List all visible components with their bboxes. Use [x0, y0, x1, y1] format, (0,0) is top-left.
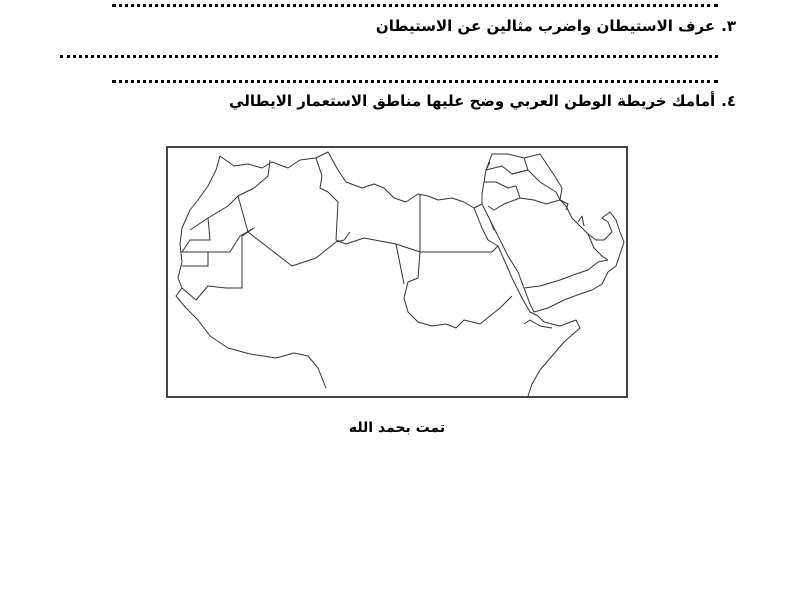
question-3-text: عرف الاستيطان واضرب مثالين عن الاستيطان — [375, 17, 716, 35]
border-somalia — [524, 320, 552, 328]
horn-of-africa — [528, 316, 580, 396]
question-3-number: ٣. — [721, 17, 736, 35]
question-4-text: أمامك خريطة الوطن العربي وضح عليها مناطق الاستعمار الايطالي — [229, 92, 716, 110]
map-outline — [168, 148, 626, 396]
answer-line-1[interactable] — [60, 55, 718, 58]
arab-world-outline-map — [166, 146, 628, 398]
border-algeria-south — [238, 196, 350, 266]
border-chad-sudan — [396, 244, 404, 284]
border-saudi-oman — [588, 234, 608, 260]
answer-line-top — [112, 4, 718, 7]
question-4 — [229, 92, 736, 110]
border-western-sahara — [182, 218, 210, 266]
answer-line-2[interactable] — [112, 80, 718, 83]
border-jordan — [484, 182, 520, 210]
border-saudi-yemen — [524, 260, 608, 288]
border-iraq — [512, 170, 560, 204]
west-africa-coast — [176, 156, 326, 388]
closing-text: تمت بحمد الله — [348, 420, 446, 436]
north-africa-coast — [220, 152, 474, 208]
border-sudan — [404, 252, 512, 328]
border-syria-iraq — [486, 154, 528, 174]
border-mauritania — [182, 228, 254, 300]
border-tunisia — [316, 158, 328, 192]
border-egypt-sudan — [420, 246, 498, 252]
question-4-number: ٤. — [721, 92, 736, 110]
gulf-coast — [560, 200, 624, 254]
levant-coast — [482, 162, 490, 204]
question-3 — [376, 17, 736, 35]
border-libya — [328, 192, 420, 252]
